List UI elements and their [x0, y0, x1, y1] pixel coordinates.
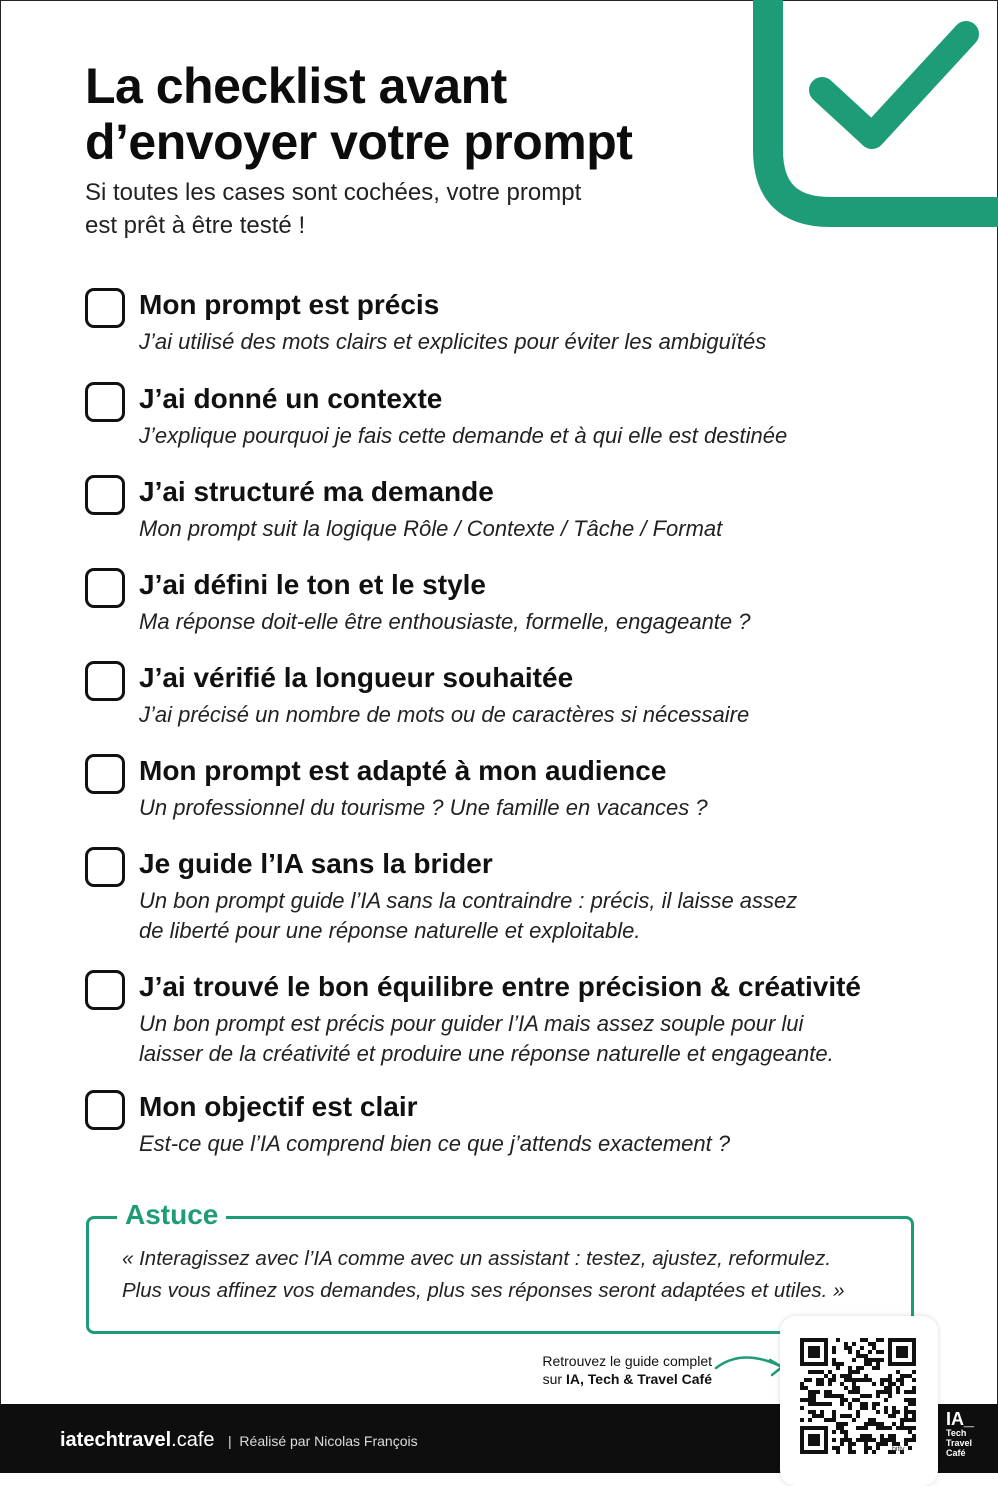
item-description-line: Est-ce que l’IA comprend bien ce que j’attends exactement ?	[139, 1131, 731, 1156]
footer-separator: |	[228, 1433, 232, 1449]
guide-prefix: sur	[542, 1371, 566, 1387]
item-title: J’ai trouvé le bon équilibre entre précision & créativité	[139, 971, 861, 1002]
item-description-line: J’ai utilisé des mots clairs et explicites pour éviter les ambiguïtés	[139, 329, 767, 354]
item-description-line: laisser de la créativité et produire une réponse naturelle et engageante.	[139, 1041, 834, 1066]
title-line-2: d’envoyer votre prompt	[85, 114, 633, 170]
checkbox-icon[interactable]	[85, 568, 125, 608]
qr-brand: bitly	[892, 1446, 905, 1453]
tip-line-2: Plus vous affinez vos demandes, plus ses réponses seront adaptées et utiles. »	[122, 1279, 845, 1302]
subtitle-line-1: Si toutes les cases sont cochées, votre prompt	[85, 179, 582, 206]
page-title	[85, 58, 725, 170]
logo-line-3: Café	[946, 1448, 966, 1458]
item-title: J’ai vérifié la longueur souhaitée	[139, 662, 574, 693]
item-description-line: Un bon prompt est précis pour guider l’IA mais assez souple pour lui	[139, 1011, 804, 1036]
item-description	[139, 793, 939, 823]
checkbox-icon[interactable]	[85, 754, 125, 794]
logo-ia: IA_	[946, 1409, 975, 1429]
brand-logo	[946, 1410, 986, 1458]
qr-code-icon[interactable]	[800, 1338, 916, 1454]
item-title: J’ai structuré ma demande	[139, 476, 494, 507]
guide-line-2	[500, 1370, 712, 1388]
item-description	[139, 327, 939, 357]
guide-site-name: IA, Tech & Travel Café	[565, 1371, 712, 1387]
item-title: J’ai défini le ton et le style	[139, 569, 486, 600]
site-name-tld: .cafe	[171, 1429, 215, 1451]
item-description	[139, 421, 939, 451]
item-title: Mon objectif est clair	[139, 1091, 418, 1122]
checkbox-icon[interactable]	[85, 1090, 125, 1130]
checkbox-icon[interactable]	[85, 970, 125, 1010]
site-name-bold: iatechtravel	[60, 1429, 172, 1451]
logo-line-1: Tech	[946, 1428, 967, 1438]
item-description	[139, 700, 939, 730]
item-description-line: Un bon prompt guide l’IA sans la contraindre : précis, il laisse assez	[139, 888, 798, 913]
item-description	[139, 1009, 939, 1069]
item-title: Je guide l’IA sans la brider	[139, 848, 493, 879]
credit-label: Réalisé par Nicolas François	[239, 1433, 418, 1449]
logo-subtitle	[946, 1428, 986, 1458]
site-link[interactable]	[60, 1428, 215, 1452]
qr-card	[780, 1316, 938, 1486]
subtitle	[85, 176, 685, 242]
item-description	[139, 607, 939, 637]
check-mark-icon	[730, 0, 998, 250]
tip-title: Astuce	[117, 1197, 226, 1233]
item-description-line: Ma réponse doit-elle être enthousiaste, formelle, engageante ?	[139, 609, 751, 634]
item-description	[139, 1129, 939, 1159]
tip-line-1: « Interagissez avec l’IA comme avec un assistant : testez, ajustez, reformulez.	[122, 1247, 832, 1270]
checkbox-icon[interactable]	[85, 382, 125, 422]
item-title: Mon prompt est adapté à mon audience	[139, 755, 667, 786]
title-line-1: La checklist avant	[85, 58, 507, 114]
guide-callout	[500, 1352, 712, 1388]
item-description-line: J’ai précisé un nombre de mots ou de caractères si nécessaire	[139, 702, 750, 727]
item-description	[139, 886, 939, 946]
item-description-line: Mon prompt suit la logique Rôle / Contexte / Tâche / Format	[139, 516, 723, 541]
guide-line-1: Retrouvez le guide complet	[542, 1353, 712, 1369]
item-description-line: de liberté pour une réponse naturelle et exploitable.	[139, 918, 641, 943]
item-title: Mon prompt est précis	[139, 289, 440, 320]
tip-text	[122, 1243, 912, 1307]
subtitle-line-2: est prêt à être testé !	[85, 212, 306, 239]
item-description-line: J’explique pourquoi je fais cette demande et à qui elle est destinée	[139, 423, 788, 448]
checkbox-icon[interactable]	[85, 661, 125, 701]
checkbox-icon[interactable]	[85, 288, 125, 328]
item-description	[139, 514, 939, 544]
credit-text	[228, 1432, 418, 1450]
logo-line-2: Travel	[946, 1438, 973, 1448]
item-description-line: Un professionnel du tourisme ? Une famille en vacances ?	[139, 795, 708, 820]
item-title: J’ai donné un contexte	[139, 383, 443, 414]
checkbox-icon[interactable]	[85, 475, 125, 515]
checkbox-icon[interactable]	[85, 847, 125, 887]
